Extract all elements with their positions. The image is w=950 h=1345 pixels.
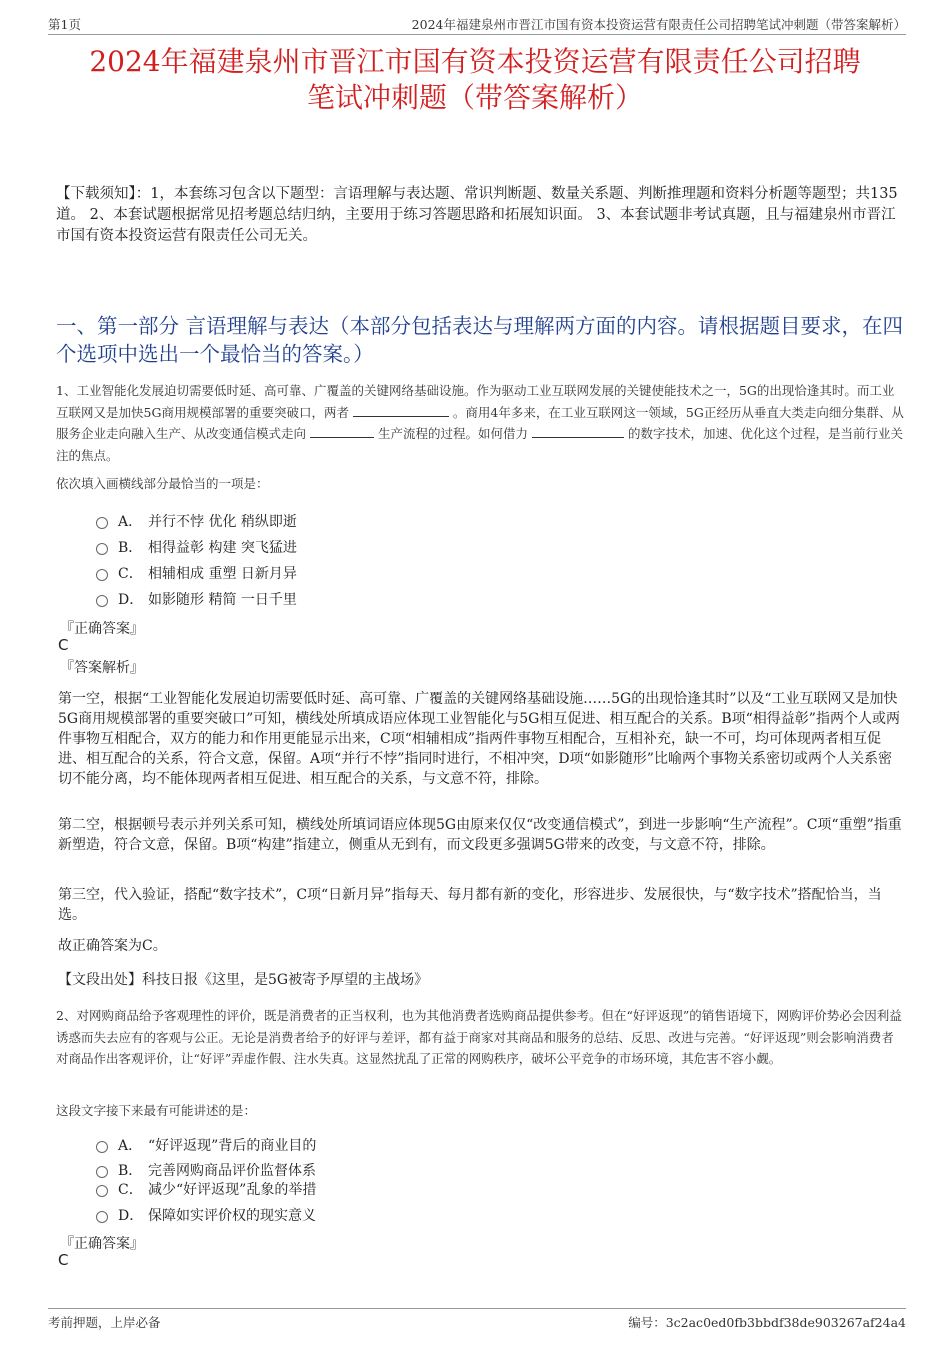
header-doc-title: 2024年福建泉州市晋江市国有资本投资运营有限责任公司招聘笔试冲刺题（带答案解析） bbox=[411, 17, 906, 32]
page-number: 第1页 bbox=[48, 17, 81, 32]
radio-icon[interactable] bbox=[96, 569, 108, 581]
option-text: 并行不悖 优化 稍纵即逝 bbox=[148, 514, 297, 530]
title-line-2: 笔试冲刺题（带答案解析） bbox=[306, 81, 643, 114]
option-letter: D． bbox=[118, 592, 144, 608]
option-text: 相辅相成 重塑 日新月异 bbox=[148, 566, 297, 582]
q1-stem-c: 生产流程的过程。如何借力 bbox=[377, 426, 528, 441]
question-2-stem: 2、对网购商品给予客观理性的评价，既是消费者的正当权利，也为其他消费者选购商品提供参考。但在“好评返现”的销售语境下，网购评价势必会因利益诱惑而失去应有的客观与公正。无论是消费者给予的好评与差评，都有益于商家对其商品和服务的总结、反思、改进与完善。“好评返现”则会影响消费者对商品作出客观评价，让“好评”弄虚作假、注水失真。这显然扰乱了正常的网购秩序，破坏公平竞争的市场环境，其危害不容小觑。 bbox=[56, 1008, 902, 1066]
option-letter: A． bbox=[118, 514, 143, 530]
option-text: 保障如实评价权的现实意义 bbox=[148, 1208, 316, 1224]
q1-analysis-label: 『答案解析』 bbox=[60, 660, 144, 676]
q1-option-b[interactable] bbox=[96, 536, 297, 558]
q1-option-c[interactable] bbox=[96, 562, 297, 584]
download-notice: 【下载须知】：1，本套练习包含以下题型：言语理解与表达题、常识判断题、数量关系题、判断推理题和资料分析题等题型；共135道。 2、本套试题根据常见招考题总结归纳，主要用于练习答题思路和拓展知识面。 3、本套试题非考试真题，且与福建泉州市晋江市国有资本投资运营有限责任公司无关。 bbox=[56, 186, 898, 244]
radio-icon[interactable] bbox=[96, 1141, 108, 1153]
question-1-stem bbox=[56, 380, 904, 466]
section-heading: 一、第一部分 言语理解与表达（本部分包括表达与理解两方面的内容。请根据题目要求，在四个选项中选出一个最恰当的答案。） bbox=[56, 314, 904, 366]
option-text: 减少“好评返现”乱象的举措 bbox=[148, 1182, 317, 1198]
radio-icon[interactable] bbox=[96, 1211, 108, 1223]
radio-icon[interactable] bbox=[96, 595, 108, 607]
q1-answer-value: C bbox=[58, 636, 69, 654]
q2-option-a[interactable] bbox=[96, 1134, 316, 1156]
q1-analysis-conclusion: 故正确答案为C。 bbox=[58, 938, 167, 954]
option-letter: D． bbox=[118, 1208, 144, 1224]
q1-blank-2 bbox=[310, 425, 374, 438]
q2-answer-label: 『正确答案』 bbox=[60, 1236, 144, 1252]
q1-ask: 依次填入画横线部分最恰当的一项是： bbox=[56, 476, 269, 491]
page-footer bbox=[48, 1308, 906, 1333]
q1-source: 【文段出处】科技日报《这里，是5G被寄予厚望的主战场》 bbox=[58, 972, 429, 988]
title-line-1: 2024年福建泉州市晋江市国有资本投资运营有限责任公司招聘 bbox=[89, 45, 861, 78]
radio-icon[interactable] bbox=[96, 517, 108, 529]
option-text: 完善网购商品评价监督体系 bbox=[148, 1163, 316, 1179]
q1-answer-label: 『正确答案』 bbox=[60, 621, 144, 637]
option-letter: B． bbox=[118, 1163, 143, 1179]
q1-blank-3 bbox=[532, 425, 624, 438]
q1-analysis-paragraph-2: 第二空，根据顿号表示并列关系可知，横线处所填词语应体现5G由原来仅仅“改变通信模式”，到进一步影响“生产流程”。C项“重塑”指重新塑造，符合文意，保留。B项“构建”指建立，侧重从无到有，而文段更多强调5G带来的改变，与文意不符，排除。 bbox=[58, 817, 902, 853]
q1-stem-d: 的数字技术，加速、优化这个过程，是当前行业关注的焦点。 bbox=[56, 426, 903, 463]
document-title bbox=[40, 44, 910, 116]
option-letter: B． bbox=[118, 540, 143, 556]
q1-analysis-paragraph-1: 第一空，根据“工业智能化发展迫切需要低时延、高可靠、广覆盖的关键网络基础设施……5G的出现恰逢其时”以及“工业互联网又是加快5G商用规模部署的重要突破口”可知，横线处所填成语应体现工业智能化与5G相互促进、相互配合的关系。B项“相得益彰”指两个人或两件事物互相配合，双方的能力和作用更能显示出来，C项“相辅相成”指两件事物互相配合，互相补充，缺一不可，均可体现两者相互促进、相互配合的关系，符合文意，保留。A项“并行不悖”指同时进行，不相冲突，D项“如影随形”比喻两个事物关系密切或两个人关系密切不能分离，均不能体现两者相互促进、相互配合的关系，与文意不符，排除。 bbox=[58, 691, 900, 787]
option-letter: A． bbox=[118, 1138, 143, 1154]
q1-blank-1 bbox=[353, 404, 449, 417]
radio-icon[interactable] bbox=[96, 1166, 108, 1178]
q1-option-d[interactable] bbox=[96, 588, 297, 610]
q2-answer-value: C bbox=[58, 1251, 69, 1269]
q1-stem-a: 1、工业智能化发展迫切需要低时延、高可靠、广覆盖的关键网络基础设施。作为驱动工业互联网发展的关键使能技术之一，5G的出现恰逢其时。而工业互联网又是加快5G商用规模部署的重要突破口，两者 bbox=[56, 383, 895, 420]
radio-icon[interactable] bbox=[96, 1185, 108, 1197]
option-text: 如影随形 精简 一日千里 bbox=[148, 592, 297, 608]
q1-option-a[interactable] bbox=[96, 510, 297, 532]
footer-slogan: 考前押题，上岸必备 bbox=[48, 1315, 161, 1330]
q1-stem-b: 。商用4年多来，在工业互联网这一领域，5G正经历从垂直大类走向细分集群、从服务企业走向融入生产、从改变通信模式走向 bbox=[56, 404, 904, 441]
q2-ask: 这段文字接下来最有可能讲述的是： bbox=[56, 1103, 257, 1118]
option-letter: C． bbox=[118, 1182, 143, 1198]
option-letter: C． bbox=[118, 566, 143, 582]
q1-analysis-paragraph-3: 第三空，代入验证，搭配“数字技术”，C项“日新月异”指每天、每月都有新的变化，形容进步、发展很快，与“数字技术”搭配恰当，当选。 bbox=[58, 887, 882, 923]
page-header bbox=[48, 12, 906, 35]
option-text: 相得益彰 构建 突飞猛进 bbox=[148, 540, 297, 556]
radio-icon[interactable] bbox=[96, 543, 108, 555]
q2-option-c[interactable] bbox=[96, 1178, 316, 1200]
q2-option-d[interactable] bbox=[96, 1204, 316, 1226]
footer-doc-id: 编号：3c2ac0ed0fb3bbdf38de903267af24a4 bbox=[628, 1315, 906, 1330]
option-text: “好评返现”背后的商业目的 bbox=[148, 1138, 317, 1154]
